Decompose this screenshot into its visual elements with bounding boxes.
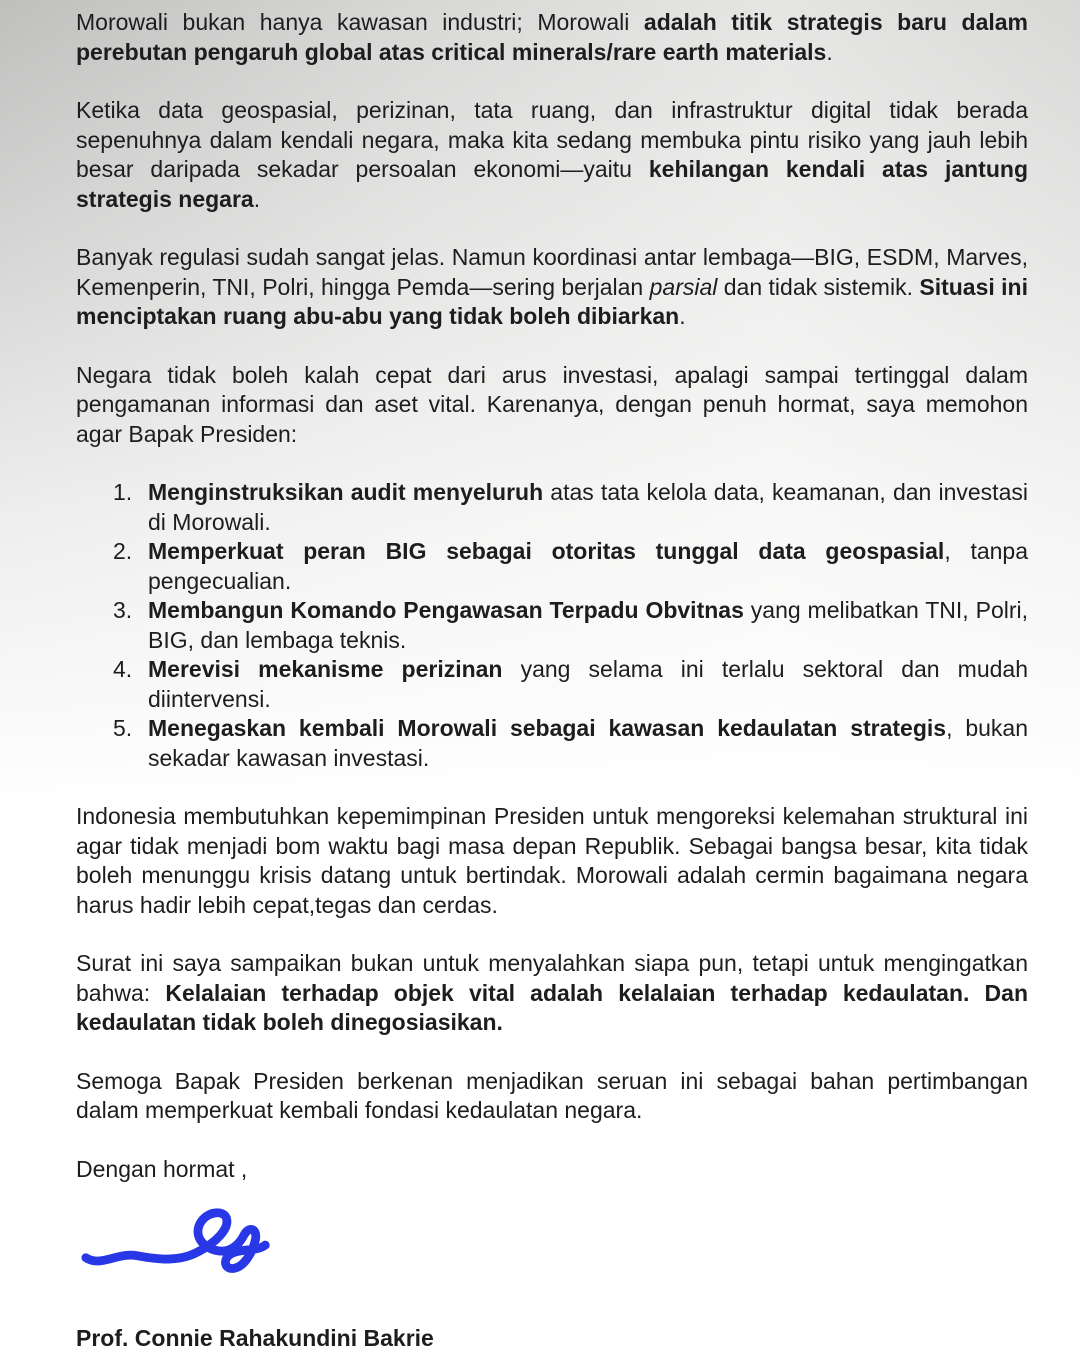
- paragraph-regulation: [76, 243, 1028, 332]
- list-item-2: [113, 537, 1028, 596]
- list-number: 3.: [113, 597, 133, 623]
- paragraph-leadership: Indonesia membutuhkan kepemimpinan Presiden untuk mengoreksi kelemahan struktural ini agar tidak menjadi bom waktu bagi masa depan Republik. Sebagai bangsa besar, kita tidak boleh menunggu krisis datang untuk bertindak. Morowali adalah cermin bagaimana negara harus hadir lebih cepat,tegas dan cerdas.: [76, 803, 1028, 918]
- list-item-4: [113, 655, 1028, 714]
- text-run: .: [679, 303, 686, 329]
- text-run: Banyak regulasi sudah sangat jelas. Namun koordinasi antar lembaga—BIG, ESDM, Marves, Kemenperin, TNI, Polri, hingga Pemda—sering berjalan: [76, 244, 1028, 300]
- request-list: [113, 478, 1028, 773]
- list-item-5: [113, 714, 1028, 773]
- text-run-bold: Menegaskan kembali Morowali sebagai kawasan kedaulatan strategis: [148, 715, 947, 741]
- list-item-text: [148, 537, 1028, 596]
- list-number: 4.: [113, 656, 133, 682]
- text-run: yang melibatkan TNI, Polri, BIG, dan lembaga teknis.: [148, 597, 1029, 653]
- text-run: yang selama ini terlalu sektoral dan mudah diintervensi.: [148, 656, 1028, 712]
- paragraph-reminder: [76, 949, 1028, 1038]
- text-run-bold: Membangun Komando Pengawasan Terpadu Obvitnas: [148, 597, 744, 623]
- paragraph-hope: Semoga Bapak Presiden berkenan menjadikan seruan ini sebagai bahan pertimbangan dalam memperkuat kembali fondasi kedaulatan negara.: [76, 1067, 1028, 1123]
- list-number: 2.: [113, 538, 133, 564]
- text-run: Ketika data geospasial, perizinan, tata ruang, dan infrastruktur digital tidak berada sepenuhnya dalam kendali negara, maka kita sedang membuka pintu risiko yang jauh lebih besar daripada sekadar persoalan ekonomi—yaitu: [76, 97, 1028, 182]
- text-run: atas tata kelola data, keamanan, dan investasi di Morowali.: [148, 479, 1028, 535]
- list-item-text: [148, 655, 1028, 714]
- signature-stroke-icon: [78, 1208, 318, 1286]
- text-run: dan tidak sistemik.: [717, 273, 920, 300]
- list-number: 5.: [113, 715, 133, 741]
- text-run-bold: adalah titik strategis baru dalam perebutan pengaruh global atas critical minerals/rare earth materials: [76, 9, 1028, 65]
- text-run-bold: Kelalaian terhadap objek vital adalah kelalaian terhadap kedaulatan. Dan kedaulatan tidak boleh dinegosiasikan.: [76, 979, 1028, 1035]
- text-run-italic: parsial: [649, 273, 718, 300]
- text-run-bold: Merevisi mekanisme perizinan: [148, 656, 503, 682]
- text-run-bold: kehilangan kendali atas jantung strategis negara: [76, 156, 1028, 212]
- text-run: .: [826, 38, 833, 65]
- list-item-3: [113, 596, 1028, 655]
- text-run: Morowali bukan hanya kawasan industri; Morowali: [76, 9, 644, 35]
- list-item-text: [148, 596, 1028, 655]
- signature: [78, 1208, 1028, 1286]
- paragraph-request-intro: Negara tidak boleh kalah cepat dari arus investasi, apalagi sampai tertinggal dalam pengamanan informasi dan aset vital. Karenanya, dengan penuh hormat, saya memohon agar Bapak Presiden:: [76, 361, 1028, 447]
- list-item-text: [148, 478, 1028, 537]
- closing-salutation: Dengan hormat ,: [76, 1155, 248, 1182]
- text-run-bold: Menginstruksikan audit menyeluruh: [148, 479, 544, 505]
- list-item-1: [113, 478, 1028, 537]
- paragraph-opening: [76, 8, 1028, 67]
- signatory-name: Prof. Connie Rahakundini Bakrie: [76, 1325, 434, 1351]
- text-run: , tanpa pengecualian.: [148, 538, 1029, 594]
- text-run-bold: Memperkuat peran BIG sebagai otoritas tunggal data geospasial: [148, 538, 945, 564]
- text-run: , bukan sekadar kawasan investasi.: [148, 715, 1028, 771]
- list-item-text: [148, 714, 1028, 773]
- text-run: .: [253, 185, 261, 212]
- list-number: 1.: [113, 479, 133, 505]
- text-run-bold: Situasi ini menciptakan ruang abu-abu yang tidak boleh dibiarkan: [76, 273, 1028, 329]
- text-run: Surat ini saya sampaikan bukan untuk menyalahkan siapa pun, tetapi untuk mengingatkan bahwa:: [76, 950, 1028, 1006]
- paragraph-risk: [76, 96, 1028, 214]
